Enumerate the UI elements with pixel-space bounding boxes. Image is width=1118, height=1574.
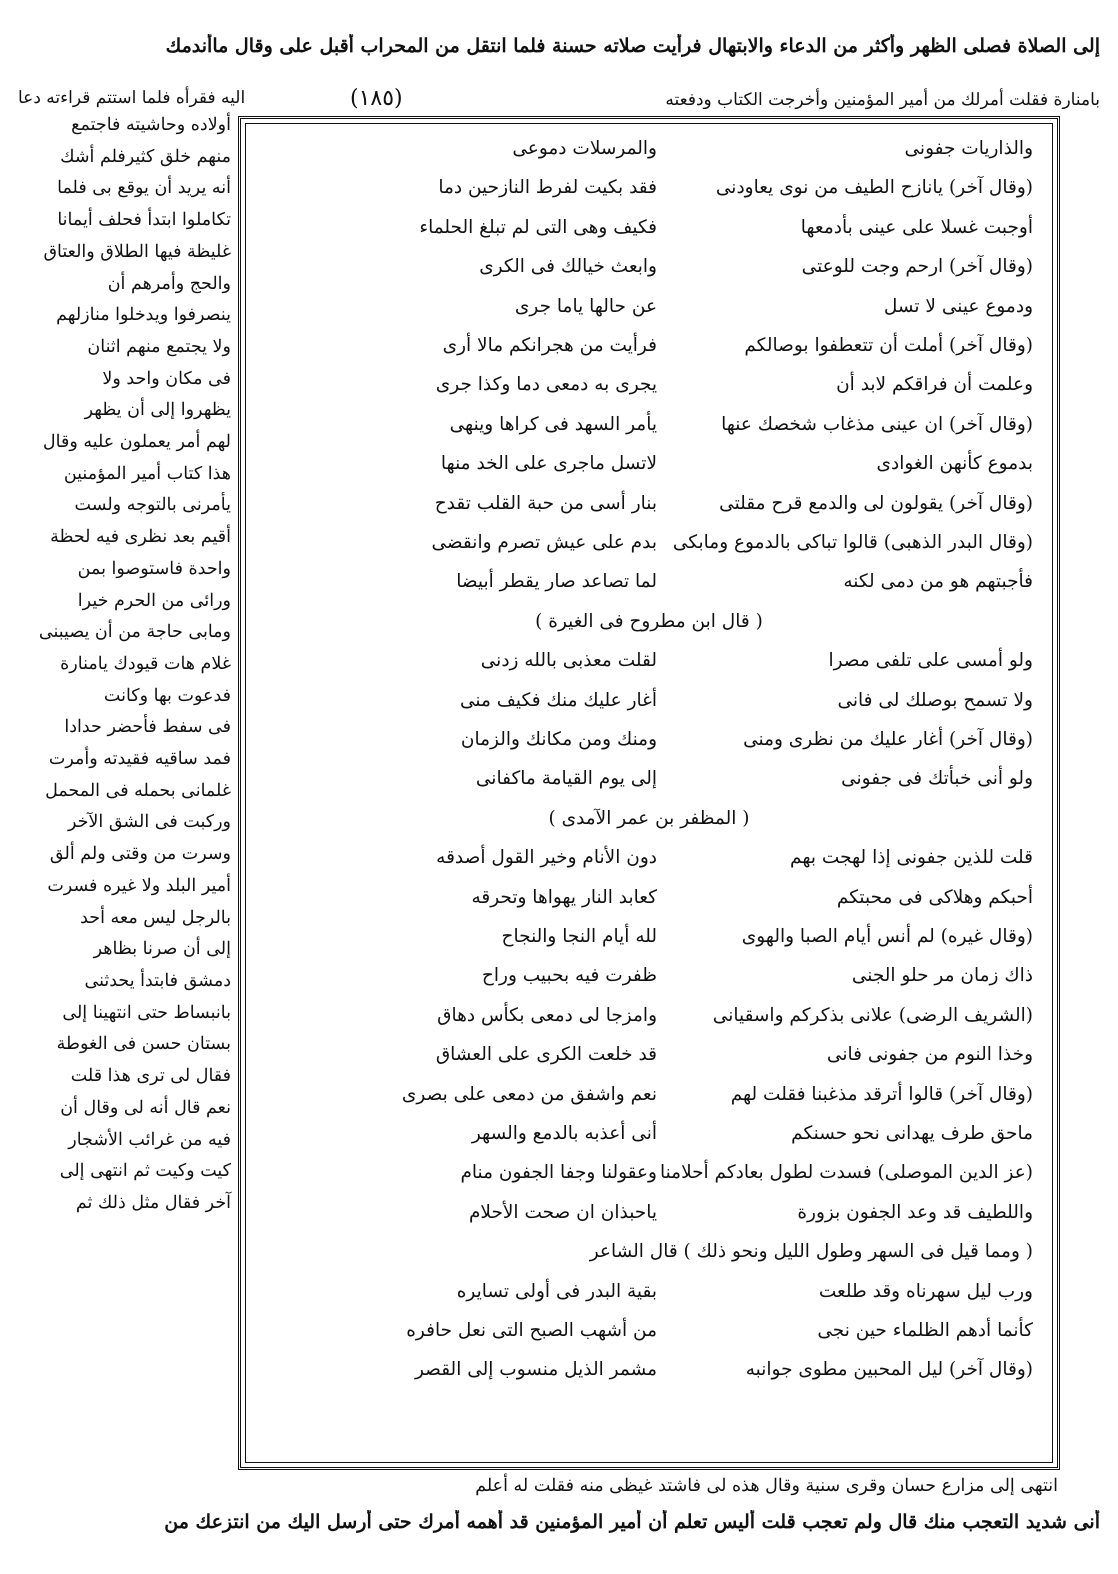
verse-first-hemistich: أوجبت غسلا على عينى بأدمعها	[800, 216, 1033, 238]
sidebar-line: أمير البلد ولا غيره فسرت	[47, 875, 231, 896]
verse-second-hemistich: دون الأنام وخير القول أصدقه	[436, 847, 657, 869]
sidebar-line: دمشق فابتدأ يحدثنى	[84, 970, 231, 991]
verse-first-hemistich: ماحق طرف يهدانى نحو حسنكم	[791, 1123, 1033, 1144]
verse-first-hemistich: (وقال آخر) قالوا أترقد مذغبنا فقلت لهم	[730, 1083, 1033, 1105]
sidebar-line: لهم أمر يعملون عليه وقال	[42, 432, 231, 453]
sidebar-line: بستان حسن فى الغوطة	[56, 1034, 231, 1055]
verse-second-hemistich: ومنك ومن مكانك والزمان	[460, 729, 657, 750]
footer-line-2: أنى شديد التعجب منك قال ولم تعجب قلت أليس تعلم أن أمير المؤمنين قد أهمه أمرك حتى أرسل اليك من انتزعك من	[164, 1511, 1100, 1533]
sidebar-line: ولا يجتمع منهم اثنان	[87, 336, 231, 357]
verse-second-hemistich: لما تصاعد صار يقطر أبيضا	[456, 571, 657, 593]
verse-second-hemistich: يجرى به دمعى دما وكذا جرى	[435, 374, 657, 396]
sidebar-line: يظهروا إلى أن يظهر	[84, 400, 231, 421]
sidebar-line: فقال لى ترى هذا قلت	[70, 1066, 231, 1087]
verse-second-hemistich: بدم على عيش تصرم وانقضى	[431, 532, 657, 553]
verse-first-hemistich: (وقال آخر) يانازح الطيف من نوى يعاودنى	[715, 177, 1033, 199]
verse-second-hemistich: نعم واشفق من دمعى على بصرى	[401, 1083, 657, 1105]
verse-second-hemistich: وعقولنا وجفا الجفون منام	[460, 1162, 657, 1184]
verse-first-hemistich: أحبكم وهلاكى فى محبتكم	[836, 886, 1033, 908]
verse-first-hemistich: (الشريف الرضى) علانى بذكركم واسقيانى	[712, 1004, 1033, 1026]
verse-first-hemistich: والذاريات جفونى	[904, 138, 1033, 159]
verse-first-hemistich: (وقال غيره) لم أنس أيام الصبا والهوى	[741, 926, 1033, 947]
sidebar-line: تكاملوا ابتدأ فحلف أيمانا	[57, 210, 231, 231]
verse-first-hemistich: وعلمت أن فراقكم لابد أن	[836, 374, 1033, 396]
verse-second-hemistich: لله أيام النجا والنجاح	[501, 926, 657, 947]
sidebar-line: وركبت فى الشق الآخر	[67, 812, 231, 833]
footer-line-1: انتهى إلى مزارع حسان وقرى سنية وقال هذه لى فاشتد غيظى منه فقلت له أعلم	[475, 1476, 1058, 1496]
verse-first-hemistich: (وقال آخر) يقولون لى والدمع قرح مقلتى	[719, 492, 1033, 514]
sidebar-line: هذا كتاب أمير المؤمنين	[63, 463, 231, 484]
sidebar-line: فى مكان واحد ولا	[102, 368, 231, 389]
sidebar-line: منهم خلق كثيرفلم أشك	[60, 146, 231, 167]
sidebar-line: أولاده وحاشيته فاجتمع	[71, 115, 231, 135]
verse-first-hemistich: ولو أنى خبأتك فى جفونى	[841, 768, 1033, 790]
sidebar-line: واحدة فاستوصوا بمن	[77, 558, 231, 579]
sidebar-line: كيت وكيت ثم انتهى إلى	[59, 1161, 231, 1182]
header-second-line-left: اليه فقرأه فلما استتم قراءته دعا	[18, 88, 246, 108]
sidebar-line: بانبساط حتى انتهينا إلى	[62, 1002, 231, 1023]
verse-first-hemistich: وخذا النوم من جفونى فانى	[826, 1044, 1033, 1066]
sidebar-prose-column	[16, 110, 231, 1220]
verse-first-hemistich: واللطيف قد وعد الجفون بزورة	[797, 1201, 1033, 1223]
sidebar-line: فمد ساقيه فقيدته وأمرت	[48, 749, 231, 770]
sidebar-line: ينصرفوا ويدخلوا منازلهم	[56, 305, 231, 326]
verse-second-hemistich: كعابد النار يهواها وتحرقه	[471, 886, 657, 908]
verse-first-hemistich: ولا تسمح بوصلك لى فانى	[837, 689, 1033, 711]
verse-second-hemistich: لاتسل ماجرى على الخد منها	[440, 453, 657, 475]
verse-first-hemistich: (وقال آخر) ان عينى مذغاب شخصك عنها	[721, 413, 1033, 435]
sidebar-line: فدعوت بها وكانت	[103, 685, 231, 706]
verse-second-hemistich: بقية البدر فى أولى تسايره	[456, 1280, 657, 1302]
verse-second-hemistich: ياحبذان ان صحت الأحلام	[468, 1201, 657, 1223]
sidebar-line: أقيم بعد نظرى فيه لحظة	[50, 527, 231, 548]
sidebar-line: غلام هات قيودك يامنارة	[60, 653, 231, 674]
header-second-line: بامنارة فقلت أمرلك من أمير المؤمنين وأخرجت الكتاب ودفعته	[665, 90, 1100, 110]
verse-first-hemistich: (وقال آخر) أملت أن تتعطفوا بوصالكم	[744, 335, 1033, 356]
header-text-line: إلى الصلاة فصلى الظهر وأكثر من الدعاء والابتهال فرأيت صلاته حسنة فلما انتقل من المحراب أقبل على وقال ماأندمك	[165, 35, 1100, 57]
verse-first-hemistich: ذاك زمان مر حلو الجنى	[851, 965, 1033, 987]
verse-second-hemistich: يأمر السهد فى كراها وينهى	[449, 413, 657, 435]
sidebar-line: نعم قال أنه لى وقال أن	[60, 1097, 231, 1118]
verse-second-hemistich: قد خلعت الكرى على العشاق	[435, 1044, 657, 1066]
sidebar-line: أنه يريد أن يوقع بى فلما	[57, 178, 231, 199]
verse-first-hemistich: كأنما أدهم الظلماء حين نجى	[817, 1320, 1033, 1341]
verse-first-hemistich: فأجبتهم هو من دمى لكنه	[843, 571, 1033, 593]
verse-second-hemistich: عن حالها ياما جرى	[514, 295, 657, 317]
verse-first-hemistich: (وقال آخر) ليل المحبين مطوى جوانبه	[745, 1359, 1033, 1381]
verse-first-hemistich: ولو أمسى على تلفى مصرا	[828, 650, 1033, 672]
verse-second-hemistich: أنى أعذبه بالدمع والسهر	[471, 1123, 657, 1144]
verse-second-hemistich: فرأيت من هجرانكم مالا أرى	[442, 335, 657, 356]
sidebar-line: وسرت من وقتى ولم ألق	[49, 844, 231, 865]
verse-first-hemistich: بدموع كأنهن الغوادى	[876, 453, 1033, 475]
verse-second-hemistich: فقد بكيت لفرط النازحين دما	[438, 177, 657, 199]
section-heading: ( قال ابن مطروح فى الغيرة )	[535, 610, 763, 632]
verse-first-hemistich: قلت للذين جفونى إذا لهجت بهم	[790, 847, 1033, 869]
verse-second-hemistich: وابعث خيالك فى الكرى	[479, 256, 657, 278]
poetry-frame	[238, 116, 1060, 1470]
verse-second-hemistich: مشمر الذيل منسوب إلى القصر	[414, 1359, 657, 1381]
sidebar-line: غلمانى بحمله فى المحمل	[45, 780, 231, 801]
sidebar-line: يأمرنى بالتوجه ولست	[74, 495, 231, 516]
sidebar-line: بالرجل ليس معه أحد	[80, 907, 231, 928]
sidebar-line: ورائى من الحرم خيرا	[77, 590, 231, 611]
verse-first-hemistich: ورب ليل سهرناه وقد طلعت	[818, 1280, 1033, 1302]
verse-second-hemistich: أغار عليك منك فكيف منى	[459, 689, 657, 711]
sidebar-line: إلى أن صرنا بظاهر	[93, 939, 231, 960]
verse-second-hemistich: لقلت معذبى بالله زدنى	[480, 650, 657, 672]
verse-second-hemistich: فكيف وهى التى لم تبلغ الحلماء	[419, 216, 657, 238]
sidebar-line: آخر فقال مثل ذلك ثم	[75, 1192, 231, 1213]
sidebar-line: فى سفط فأحضر حدادا	[64, 717, 231, 738]
section-heading: ( ومما قيل فى السهر وطول الليل ونحو ذلك ) قال الشاعر	[589, 1241, 1033, 1263]
verse-second-hemistich: ظفرت فيه بحبيب وراح	[481, 965, 657, 987]
section-heading: ( المظفر بن عمر الآمدى )	[548, 807, 750, 829]
verse-first-hemistich: (عز الدين الموصلى) فسدت لطول بعادكم أحلامنا	[659, 1162, 1033, 1184]
verse-second-hemistich: وامزجا لى دمعى بكأس دهاق	[437, 1004, 657, 1026]
verse-first-hemistich: (وقال البدر الذهبى) قالوا تباكى بالدموع ومابكى	[672, 532, 1033, 553]
verse-second-hemistich: إلى يوم القيامة ماكفانى	[475, 768, 657, 790]
verse-first-hemistich: (وقال آخر) ارحم وجت للوعتى	[801, 256, 1033, 278]
verse-first-hemistich: ودموع عينى لا تسل	[883, 295, 1033, 317]
sidebar-line: والحج وأمرهم أن	[107, 273, 231, 294]
sidebar-line: فيه من غرائب الأشجار	[68, 1129, 231, 1150]
page-number: (١٨٥)	[350, 86, 403, 111]
verse-second-hemistich: من أشهب الصبح التى نعل حافره	[406, 1320, 657, 1341]
verse-second-hemistich: والمرسلات دموعى	[512, 138, 657, 159]
sidebar-line: غليظة فيها الطلاق والعتاق	[43, 241, 231, 262]
verse-second-hemistich: بنار أسى من حبة القلب تقدح	[434, 492, 657, 514]
sidebar-line: ومابى حاجة من أن يصيبنى	[38, 622, 231, 643]
verse-first-hemistich: (وقال آخر) أغار عليك من نظرى ومنى	[743, 729, 1033, 750]
